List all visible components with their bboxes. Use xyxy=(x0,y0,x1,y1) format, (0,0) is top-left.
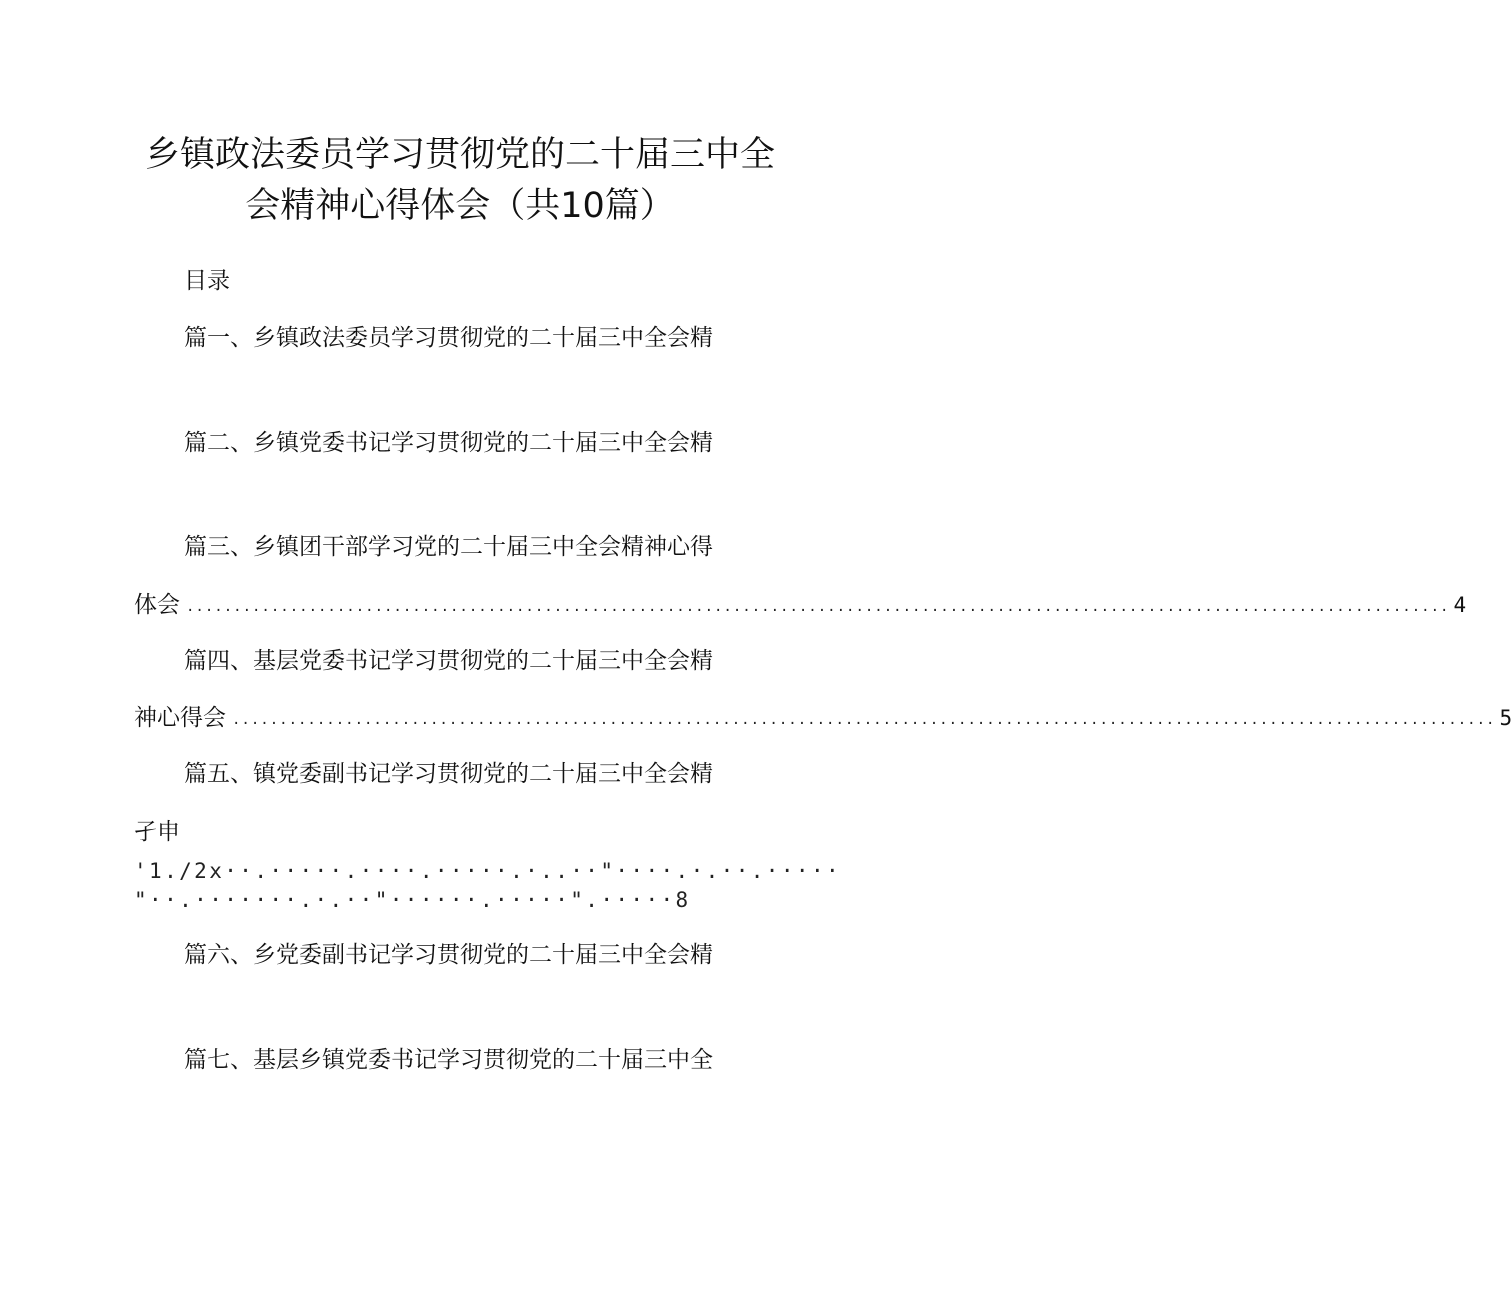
toc-entry-3[interactable]: 篇三、乡镇团干部学习党的二十届三中全会精神心得 xyxy=(184,534,713,560)
toc-entry-6[interactable]: 篇六、乡党委副书记学习贯彻党的二十届三中全会精 xyxy=(184,942,713,968)
toc-entry-1[interactable]: 篇一、乡镇政法委员学习贯彻党的二十届三中全会精 xyxy=(184,325,713,351)
toc-heading: 目录 xyxy=(184,268,230,294)
document-title-line-1: 乡镇政法委员学习贯彻党的二十届三中全 xyxy=(144,135,775,175)
toc-entry-3-tail: 体会 xyxy=(134,592,180,618)
toc-entry-4-page-number: 5 xyxy=(1499,706,1512,730)
toc-entry-3-continuation[interactable] xyxy=(134,589,1467,621)
toc-leader-dots: ...................................................................................................................................... xyxy=(232,712,1496,728)
toc-entry-4-tail: 神心得会 xyxy=(134,705,226,731)
toc-entry-4-continuation[interactable] xyxy=(134,702,1512,734)
toc-entry-5[interactable]: 篇五、镇党委副书记学习贯彻党的二十届三中全会精 xyxy=(184,761,713,787)
toc-entry-2[interactable]: 篇二、乡镇党委书记学习贯彻党的二十届三中全会精 xyxy=(184,430,713,456)
toc-entry-4[interactable]: 篇四、基层党委书记学习贯彻党的二十届三中全会精 xyxy=(184,648,713,674)
toc-entry-3-page-number: 4 xyxy=(1453,593,1467,617)
document-title-line-2: 会精神心得体会（共10篇） xyxy=(245,186,675,226)
garbled-leader-line-2: "··.·······.·.··"······.·····".·····8 xyxy=(134,888,691,912)
toc-entry-5-tail: 孑申 xyxy=(134,819,180,845)
toc-leader-dots: ...................................................................................................................................... xyxy=(186,599,1450,615)
toc-entry-7[interactable]: 篇七、基层乡镇党委书记学习贯彻党的二十届三中全 xyxy=(184,1047,713,1073)
garbled-leader-line-1: '1./2x··.·····.····.·····.·..··"····.·.··.····· xyxy=(134,859,842,883)
